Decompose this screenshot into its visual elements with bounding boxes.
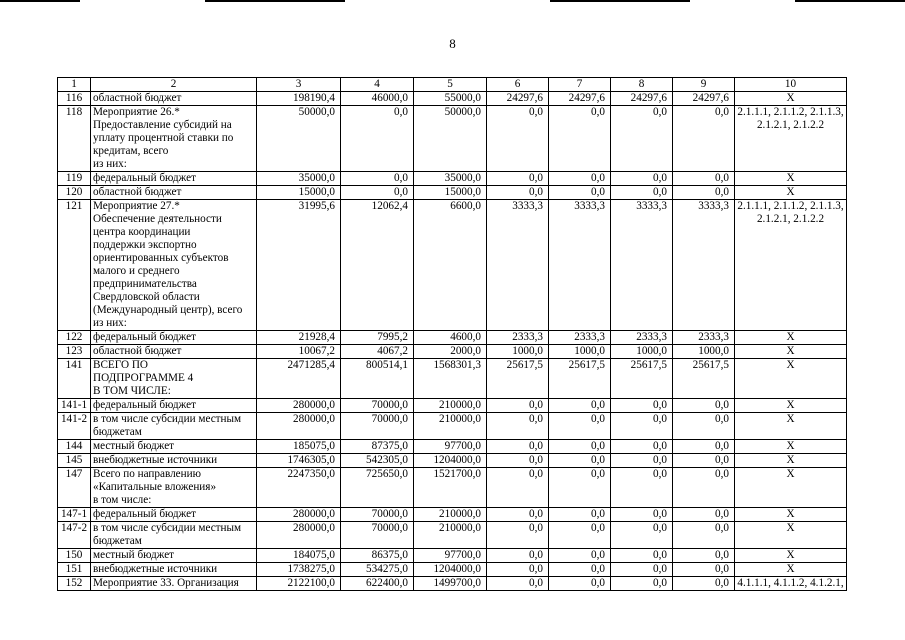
row-name: местный бюджет: [91, 549, 257, 563]
target-ref: X: [735, 172, 847, 186]
target-ref: X: [735, 359, 847, 399]
row-number: 122: [58, 331, 91, 345]
table-row: [58, 577, 847, 591]
row-number: 116: [58, 92, 91, 106]
row-number: 147-1: [58, 508, 91, 522]
value-cell: 15000,0: [414, 186, 487, 200]
value-cell: 0,0: [549, 413, 611, 440]
value-cell: 24297,6: [549, 92, 611, 106]
value-cell: 0,0: [487, 468, 549, 508]
target-ref: X: [735, 331, 847, 345]
table-row: [58, 454, 847, 468]
value-cell: 210000,0: [414, 522, 487, 549]
value-cell: 24297,6: [487, 92, 549, 106]
row-number: 123: [58, 345, 91, 359]
value-cell: 3333,3: [549, 200, 611, 331]
value-cell: 0,0: [487, 577, 549, 591]
value-cell: 0,0: [341, 186, 414, 200]
value-cell: 87375,0: [341, 440, 414, 454]
table-row: [58, 563, 847, 577]
value-cell: 3333,3: [673, 200, 735, 331]
row-name: внебюджетные источники: [91, 454, 257, 468]
row-number: 118: [58, 106, 91, 172]
target-ref: X: [735, 399, 847, 413]
row-name: Мероприятие 27.* Обеспечение деятельности центра координации поддержки экспортно ориентированных субъектов малого и среднего предпринимательства Свердловской области (Международный центр), всего из них:: [91, 200, 257, 331]
value-cell: 2333,3: [611, 331, 673, 345]
table-header-row: [58, 78, 847, 92]
value-cell: 0,0: [549, 454, 611, 468]
value-cell: 0,0: [487, 522, 549, 549]
value-cell: 0,0: [549, 549, 611, 563]
value-cell: 1000,0: [611, 345, 673, 359]
value-cell: 24297,6: [611, 92, 673, 106]
value-cell: 2000,0: [414, 345, 487, 359]
value-cell: 0,0: [673, 549, 735, 563]
table-row: [58, 468, 847, 508]
value-cell: 0,0: [611, 468, 673, 508]
value-cell: 0,0: [611, 563, 673, 577]
value-cell: 210000,0: [414, 399, 487, 413]
value-cell: 1000,0: [549, 345, 611, 359]
top-rule-right: [795, 0, 905, 2]
table-row: [58, 200, 847, 331]
value-cell: 0,0: [611, 440, 673, 454]
target-ref: X: [735, 563, 847, 577]
target-ref: X: [735, 454, 847, 468]
value-cell: 25617,5: [549, 359, 611, 399]
row-name: местный бюджет: [91, 440, 257, 454]
table-row: [58, 186, 847, 200]
row-number: 144: [58, 440, 91, 454]
value-cell: 25617,5: [487, 359, 549, 399]
value-cell: 542305,0: [341, 454, 414, 468]
table-row: [58, 440, 847, 454]
value-cell: 55000,0: [414, 92, 487, 106]
table-row: [58, 106, 847, 172]
value-cell: 25617,5: [611, 359, 673, 399]
row-number: 147: [58, 468, 91, 508]
value-cell: 0,0: [673, 454, 735, 468]
row-name: областной бюджет: [91, 186, 257, 200]
value-cell: 1204000,0: [414, 454, 487, 468]
table-row: [58, 359, 847, 399]
column-header: 7: [549, 78, 611, 92]
target-ref: X: [735, 549, 847, 563]
target-ref: X: [735, 186, 847, 200]
value-cell: 0,0: [673, 413, 735, 440]
value-cell: 21928,4: [257, 331, 341, 345]
value-cell: 0,0: [487, 508, 549, 522]
row-name: областной бюджет: [91, 92, 257, 106]
column-header: 8: [611, 78, 673, 92]
row-number: 119: [58, 172, 91, 186]
table-row: [58, 92, 847, 106]
value-cell: 210000,0: [414, 413, 487, 440]
target-ref: X: [735, 345, 847, 359]
target-ref: X: [735, 92, 847, 106]
value-cell: 1204000,0: [414, 563, 487, 577]
value-cell: 280000,0: [257, 522, 341, 549]
value-cell: 0,0: [487, 172, 549, 186]
row-name: Мероприятие 33. Организация: [91, 577, 257, 591]
row-name: федеральный бюджет: [91, 172, 257, 186]
value-cell: 0,0: [673, 172, 735, 186]
value-cell: 0,0: [673, 522, 735, 549]
column-header: 3: [257, 78, 341, 92]
budget-table: [57, 77, 847, 591]
value-cell: 2122100,0: [257, 577, 341, 591]
value-cell: 1000,0: [673, 345, 735, 359]
value-cell: 280000,0: [257, 508, 341, 522]
value-cell: 46000,0: [341, 92, 414, 106]
value-cell: 184075,0: [257, 549, 341, 563]
value-cell: 0,0: [549, 186, 611, 200]
value-cell: 0,0: [549, 172, 611, 186]
value-cell: 0,0: [611, 522, 673, 549]
value-cell: 0,0: [487, 454, 549, 468]
value-cell: 0,0: [673, 577, 735, 591]
value-cell: 10067,2: [257, 345, 341, 359]
value-cell: 24297,6: [673, 92, 735, 106]
value-cell: 0,0: [487, 186, 549, 200]
value-cell: 0,0: [611, 172, 673, 186]
target-ref: X: [735, 522, 847, 549]
row-number: 141-2: [58, 413, 91, 440]
value-cell: 97700,0: [414, 549, 487, 563]
value-cell: 0,0: [549, 577, 611, 591]
value-cell: 31995,6: [257, 200, 341, 331]
column-header: 1: [58, 78, 91, 92]
top-rule-mid2: [550, 0, 690, 2]
value-cell: 0,0: [487, 563, 549, 577]
value-cell: 0,0: [611, 454, 673, 468]
table-row: [58, 413, 847, 440]
value-cell: 1521700,0: [414, 468, 487, 508]
value-cell: 0,0: [673, 106, 735, 172]
value-cell: 0,0: [549, 563, 611, 577]
value-cell: 0,0: [487, 106, 549, 172]
value-cell: 1738275,0: [257, 563, 341, 577]
value-cell: 7995,2: [341, 331, 414, 345]
value-cell: 4067,2: [341, 345, 414, 359]
value-cell: 280000,0: [257, 413, 341, 440]
value-cell: 1746305,0: [257, 454, 341, 468]
value-cell: 0,0: [673, 186, 735, 200]
column-header: 4: [341, 78, 414, 92]
value-cell: 12062,4: [341, 200, 414, 331]
value-cell: 2333,3: [487, 331, 549, 345]
row-number: 121: [58, 200, 91, 331]
row-name: ВСЕГО ПО ПОДПРОГРАММЕ 4 В ТОМ ЧИСЛЕ:: [91, 359, 257, 399]
value-cell: 0,0: [549, 106, 611, 172]
value-cell: 0,0: [611, 413, 673, 440]
value-cell: 210000,0: [414, 508, 487, 522]
value-cell: 198190,4: [257, 92, 341, 106]
value-cell: 0,0: [611, 549, 673, 563]
value-cell: 0,0: [673, 508, 735, 522]
row-name: федеральный бюджет: [91, 331, 257, 345]
value-cell: 2247350,0: [257, 468, 341, 508]
value-cell: 0,0: [673, 563, 735, 577]
value-cell: 6600,0: [414, 200, 487, 331]
value-cell: 0,0: [673, 440, 735, 454]
row-name: Всего по направлению «Капитальные вложения» в том числе:: [91, 468, 257, 508]
table-row: [58, 549, 847, 563]
value-cell: 35000,0: [414, 172, 487, 186]
column-header: 2: [91, 78, 257, 92]
row-name: федеральный бюджет: [91, 399, 257, 413]
target-ref: 2.1.1.1, 2.1.1.2, 2.1.1.3, 2.1.2.1, 2.1.2.2: [735, 106, 847, 172]
value-cell: 3333,3: [611, 200, 673, 331]
value-cell: 70000,0: [341, 522, 414, 549]
row-name: областной бюджет: [91, 345, 257, 359]
value-cell: 0,0: [673, 468, 735, 508]
table-row: [58, 331, 847, 345]
value-cell: 1000,0: [487, 345, 549, 359]
value-cell: 185075,0: [257, 440, 341, 454]
value-cell: 0,0: [487, 399, 549, 413]
page-number: 8: [449, 36, 456, 51]
column-header: 9: [673, 78, 735, 92]
row-name: в том числе субсидии местным бюджетам: [91, 413, 257, 440]
value-cell: 50000,0: [257, 106, 341, 172]
value-cell: 0,0: [487, 413, 549, 440]
column-header: 10: [735, 78, 847, 92]
value-cell: 15000,0: [257, 186, 341, 200]
value-cell: 3333,3: [487, 200, 549, 331]
target-ref: X: [735, 413, 847, 440]
value-cell: 2333,3: [549, 331, 611, 345]
value-cell: 70000,0: [341, 413, 414, 440]
value-cell: 725650,0: [341, 468, 414, 508]
row-number: 147-2: [58, 522, 91, 549]
value-cell: 1499700,0: [414, 577, 487, 591]
value-cell: 534275,0: [341, 563, 414, 577]
value-cell: 0,0: [549, 508, 611, 522]
value-cell: 0,0: [611, 399, 673, 413]
target-ref: X: [735, 440, 847, 454]
value-cell: 2471285,4: [257, 359, 341, 399]
row-name: Мероприятие 26.* Предоставление субсидий на уплату процентной ставки по кредитам, всего из них:: [91, 106, 257, 172]
value-cell: 0,0: [487, 440, 549, 454]
row-number: 152: [58, 577, 91, 591]
value-cell: 35000,0: [257, 172, 341, 186]
row-name: внебюджетные источники: [91, 563, 257, 577]
target-ref: 2.1.1.1, 2.1.1.2, 2.1.1.3, 2.1.2.1, 2.1.2.2: [735, 200, 847, 331]
value-cell: 0,0: [611, 577, 673, 591]
row-name: федеральный бюджет: [91, 508, 257, 522]
table-row: [58, 508, 847, 522]
table-row: [58, 172, 847, 186]
top-rule-mid1: [205, 0, 345, 2]
value-cell: 70000,0: [341, 399, 414, 413]
value-cell: 97700,0: [414, 440, 487, 454]
value-cell: 0,0: [341, 172, 414, 186]
value-cell: 0,0: [549, 440, 611, 454]
value-cell: 0,0: [673, 399, 735, 413]
value-cell: 0,0: [549, 399, 611, 413]
value-cell: 2333,3: [673, 331, 735, 345]
value-cell: 1568301,3: [414, 359, 487, 399]
value-cell: 0,0: [341, 106, 414, 172]
table-row: [58, 522, 847, 549]
target-ref: X: [735, 508, 847, 522]
column-header: 5: [414, 78, 487, 92]
value-cell: 86375,0: [341, 549, 414, 563]
row-number: 145: [58, 454, 91, 468]
value-cell: 0,0: [611, 106, 673, 172]
value-cell: 70000,0: [341, 508, 414, 522]
value-cell: 280000,0: [257, 399, 341, 413]
row-number: 150: [58, 549, 91, 563]
value-cell: 0,0: [611, 186, 673, 200]
value-cell: 25617,5: [673, 359, 735, 399]
column-header: 6: [487, 78, 549, 92]
value-cell: 800514,1: [341, 359, 414, 399]
value-cell: 50000,0: [414, 106, 487, 172]
row-number: 141-1: [58, 399, 91, 413]
target-ref: X: [735, 468, 847, 508]
target-ref: 4.1.1.1, 4.1.1.2, 4.1.2.1,: [735, 577, 847, 591]
value-cell: 622400,0: [341, 577, 414, 591]
table-row: [58, 345, 847, 359]
value-cell: 0,0: [549, 468, 611, 508]
row-name: в том числе субсидии местным бюджетам: [91, 522, 257, 549]
row-number: 141: [58, 359, 91, 399]
row-number: 151: [58, 563, 91, 577]
value-cell: 0,0: [549, 522, 611, 549]
value-cell: 0,0: [487, 549, 549, 563]
table-row: [58, 399, 847, 413]
value-cell: 4600,0: [414, 331, 487, 345]
value-cell: 0,0: [611, 508, 673, 522]
row-number: 120: [58, 186, 91, 200]
top-rule-left: [0, 0, 80, 2]
